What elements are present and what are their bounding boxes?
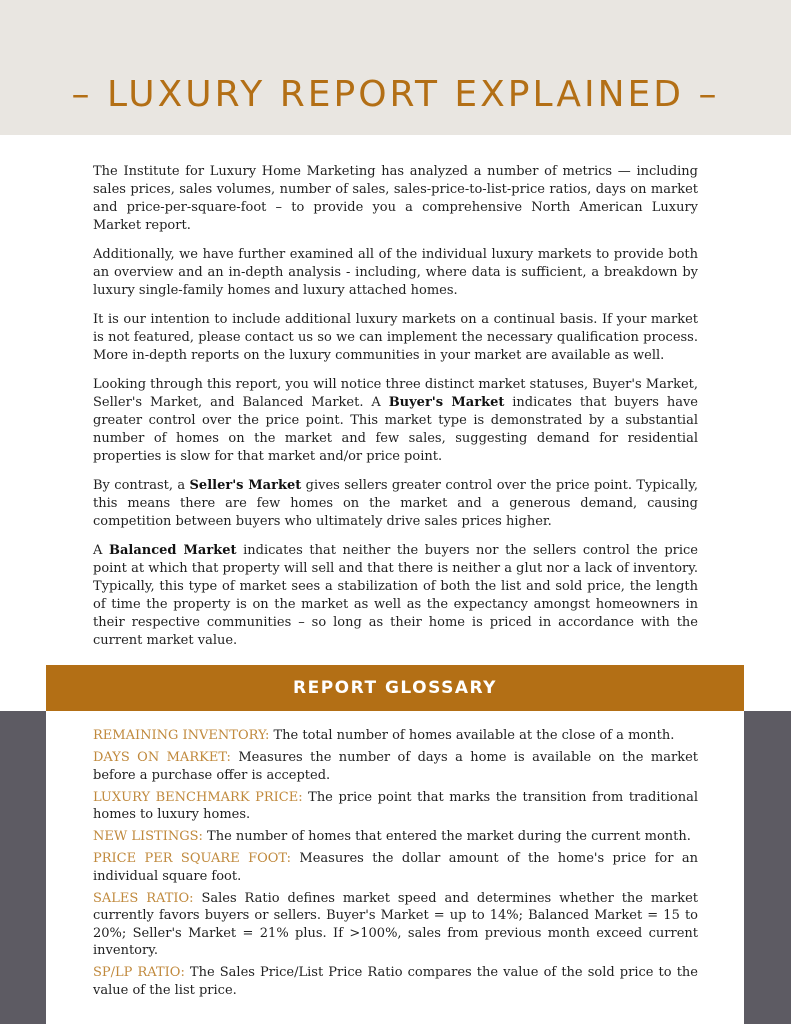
text-span: gives sellers greater control over the price point. Typically, this means there are few homes on the market and a generous demand, causing competition between buyers who ultimately drive sales prices higher. [93, 478, 698, 529]
glossary-list [93, 727, 698, 1004]
glossary-term: PRICE PER SQUARE FOOT: [93, 851, 292, 866]
glossary-definition: The Sales Price/List Price Ratio compares the value of the sold price to the value of the list price. [93, 965, 698, 998]
intro-paragraph: The Institute for Luxury Home Marketing has analyzed a number of metrics — including sales prices, sales volumes, number of sales, sales-price-to-list-price ratios, days on market and price-per-square-foot – to provide you a comprehensive North American Luxury Market report. [93, 164, 698, 233]
intro-paragraph [93, 542, 698, 650]
text-span: By contrast, a [93, 478, 190, 493]
glossary-title: REPORT GLOSSARY [293, 678, 497, 698]
glossary-term: REMAINING INVENTORY: [93, 728, 270, 743]
sellers-market-term: Seller's Market [189, 478, 302, 493]
glossary-definition: The number of homes that entered the market during the current month. [202, 829, 691, 844]
intro-paragraph: It is our intention to include additional luxury markets on a continual basis. If your market is not featured, please contact us so we can implement the necessary qualification process. More in-depth reports on the luxury communities in your market are available as well. [93, 312, 698, 363]
glossary-entry [93, 850, 698, 885]
glossary-definition: The price point that marks the transition from traditional homes to luxury homes. [93, 789, 698, 822]
intro-paragraph [93, 376, 698, 466]
intro-paragraph: Additionally, we have further examined all of the individual luxury markets to provide both an overview and an in-depth analysis - including, where data is sufficient, a breakdown by luxury single-family homes and luxury attached homes. [93, 247, 698, 298]
glossary-definition: Measures the dollar amount of the home's price for an individual square foot. [93, 851, 698, 884]
glossary-entry [93, 964, 698, 999]
glossary-term: NEW LISTINGS: [93, 829, 203, 844]
glossary-entry [93, 789, 698, 824]
glossary-definition: Measures the number of days a home is available on the market before a purchase offer is accepted. [93, 750, 698, 783]
glossary-entry [93, 828, 698, 846]
glossary-entry [93, 749, 698, 784]
intro-paragraph [93, 477, 698, 531]
glossary-term: DAYS ON MARKET: [93, 750, 231, 765]
glossary-term: LUXURY BENCHMARK PRICE: [93, 789, 303, 805]
text-span: indicates that buyers have greater control over the price point. This market type is demonstrated by a substantial number of homes on the market and few sales, suggesting demand for residential properties is slow for that market and/or price point. [93, 395, 698, 464]
glossary-entry [93, 727, 698, 745]
glossary-term: SP/LP RATIO: [93, 965, 185, 980]
glossary-term: SALES RATIO: [93, 890, 194, 906]
glossary-definition: The total number of homes available at the close of a month. [269, 728, 675, 743]
text-span: A [93, 543, 110, 558]
page-title: – LUXURY REPORT EXPLAINED – [71, 74, 720, 115]
glossary-entry [93, 890, 698, 960]
glossary-definition: Sales Ratio defines market speed and determines whether the market currently favors buyers or sellers. Buyer's Market = up to 14%; Balanced Market = 15 to 20%; Seller's Market = 21% plus. If >100%, sales from previous month exceed current inventory. [93, 890, 698, 958]
buyers-market-term: Buyer's Market [388, 395, 505, 410]
text-span: Looking through this report, you will notice three distinct market statuses, Buyer's Market, Seller's Market, and Balanced Market. A [93, 377, 698, 410]
text-span: indicates that neither the buyers nor the sellers control the price point at which that property will sell and that there is neither a glut nor a lack of inventory. Typically, this type of market sees a stabilization of both the list and sold price, the length of time the property is on the market as well as the expectancy amongst homeowners in their respective communities – so long as their home is priced in accordance with the current market value. [93, 543, 698, 648]
glossary-card [46, 665, 744, 1024]
glossary-header [46, 665, 744, 711]
intro-section [93, 163, 698, 661]
balanced-market-term: Balanced Market [109, 543, 237, 558]
